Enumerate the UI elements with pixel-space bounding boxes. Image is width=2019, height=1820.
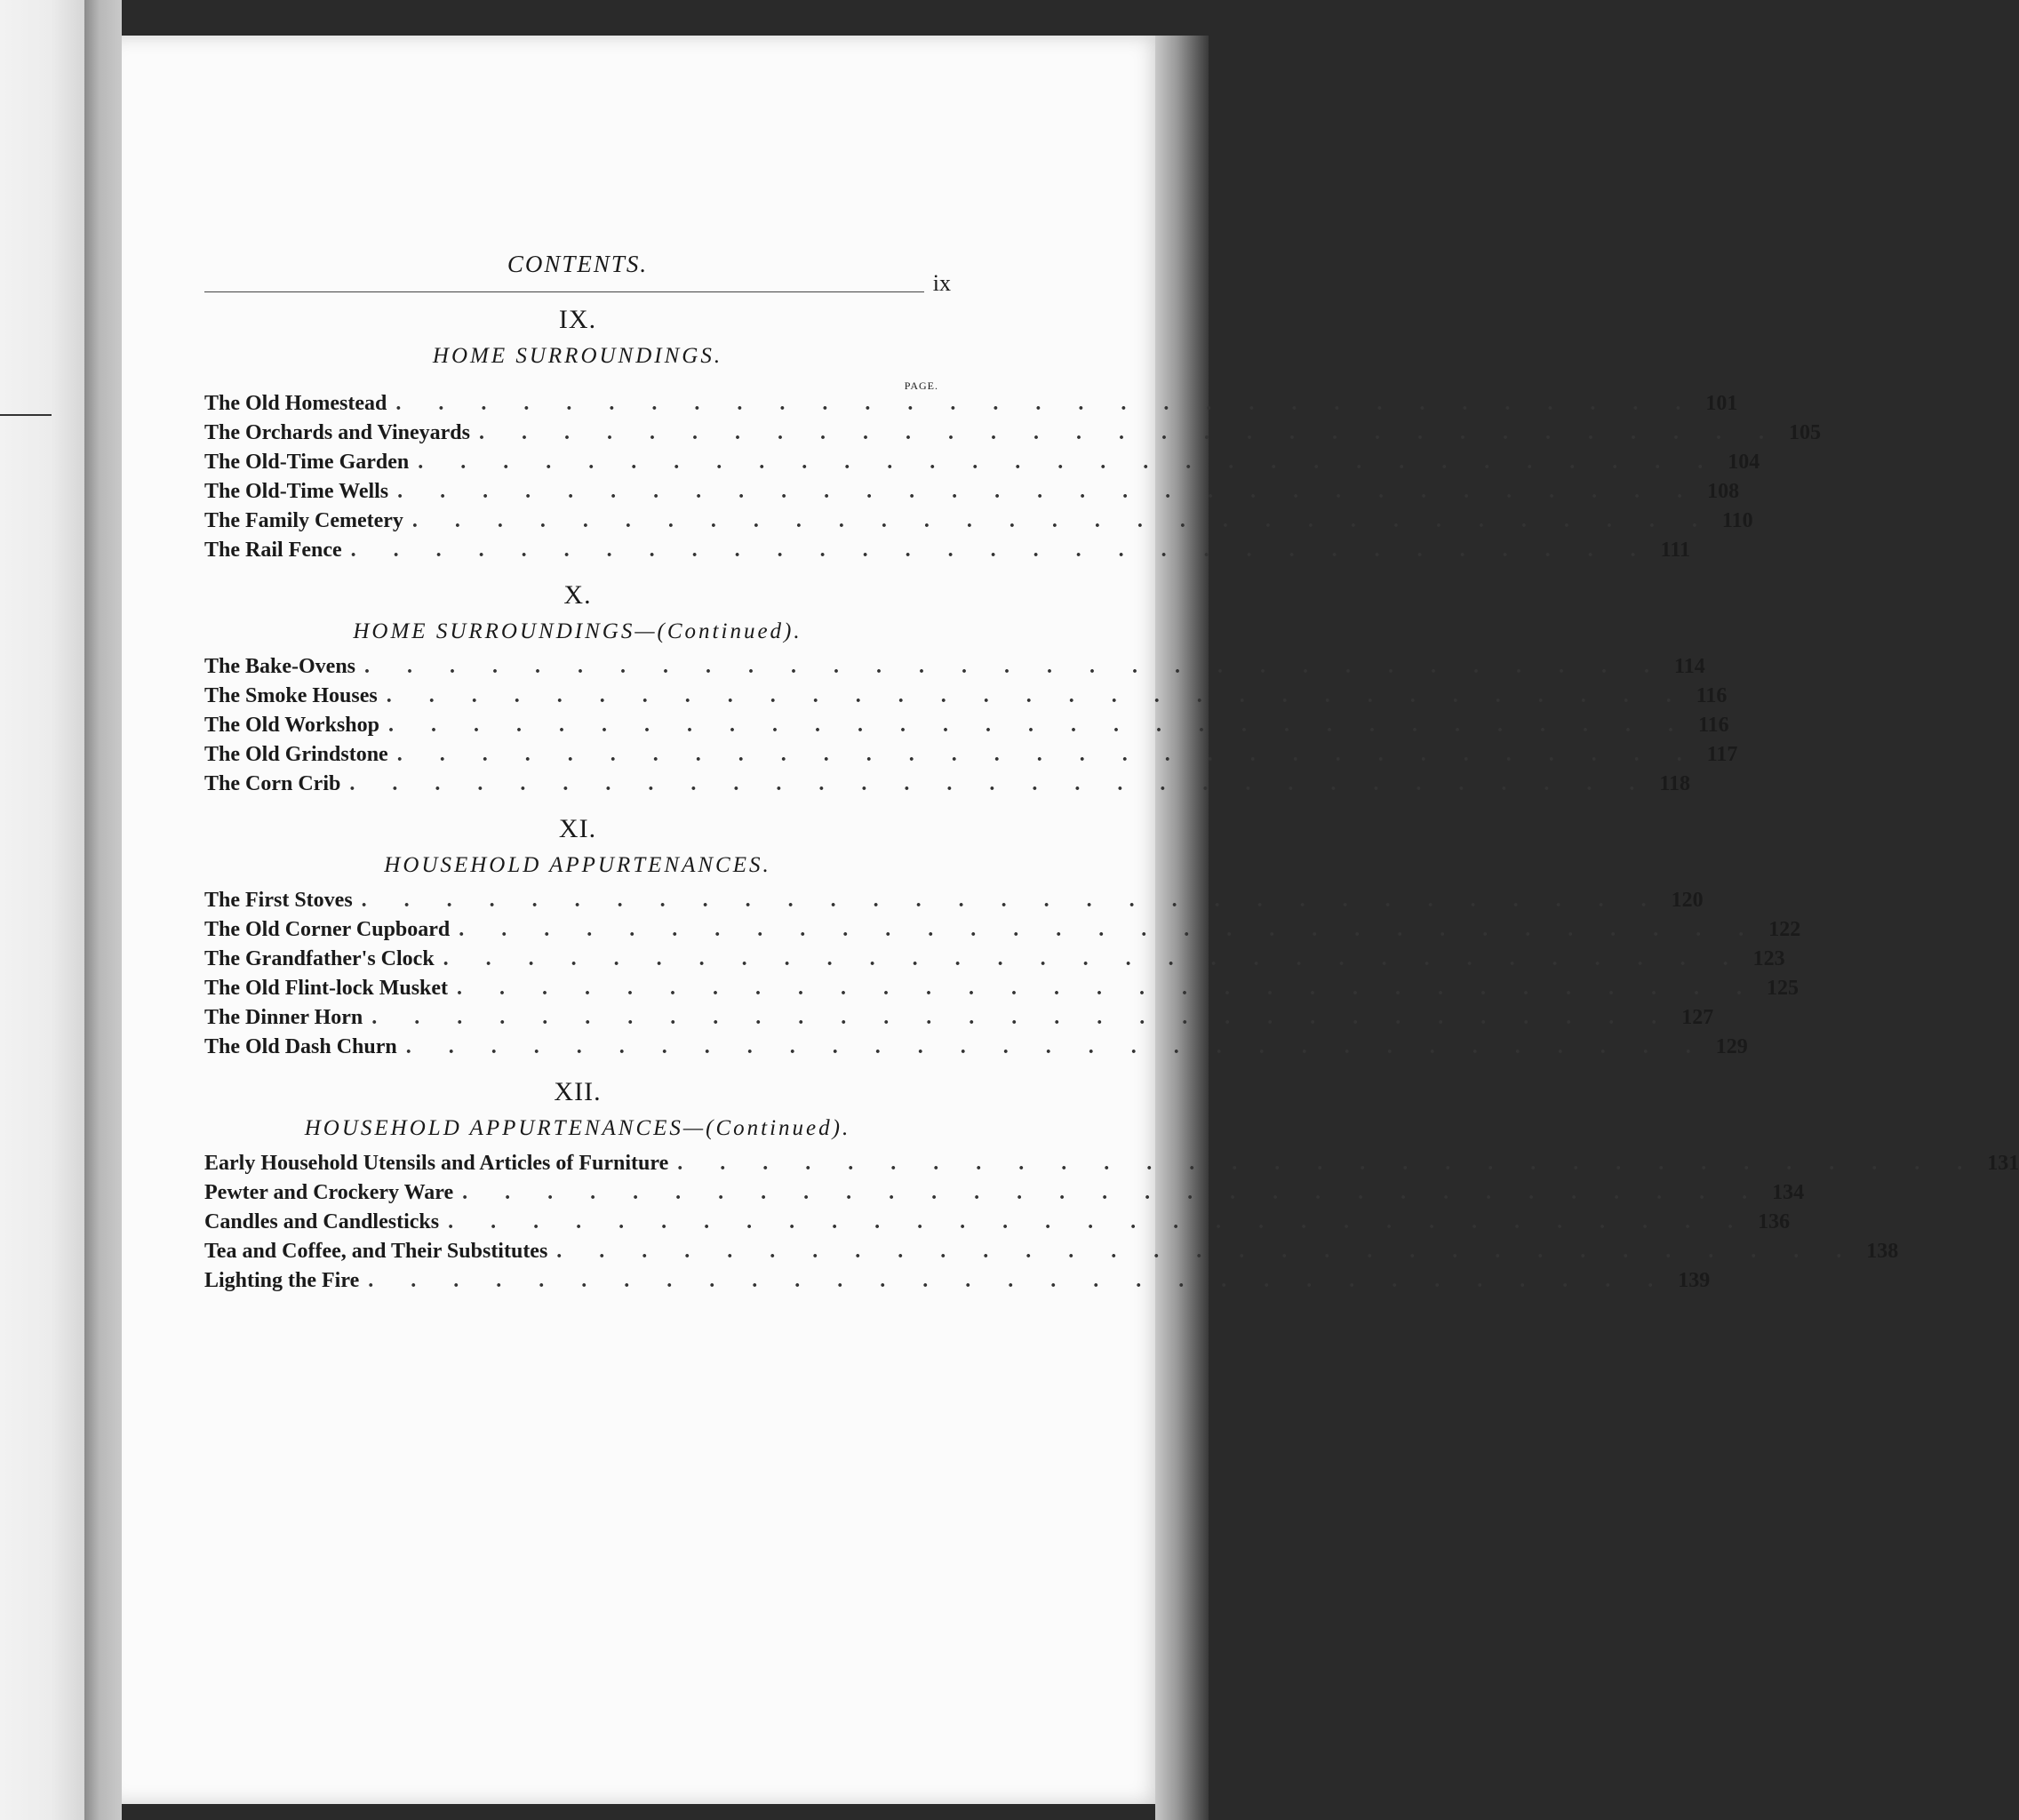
entry-page-number: 116	[1696, 684, 1728, 707]
entry-title: Pewter and Crockery Ware	[204, 1181, 454, 1204]
dot-leader: . . . . . . . . . . . . . . . . . . . . . . . . . . . . . . .	[448, 1210, 1750, 1233]
entry-title: The Smoke Houses	[204, 684, 378, 707]
section-heading: HOUSEHOLD APPURTENANCES—(Continued).	[304, 1116, 851, 1140]
dot-leader: . . . . . . . . . . . . . . . . . . . . . . . . . . . . . . .	[350, 539, 1652, 562]
contents-entry	[204, 1035, 1748, 1065]
contents-page	[204, 240, 2019, 1298]
book-gutter	[84, 0, 122, 1820]
entry-title: Lighting the Fire	[204, 1269, 360, 1292]
entry-title: The Old Dash Churn	[204, 1035, 397, 1058]
entry-title: Tea and Coffee, and Their Substitutes	[204, 1240, 548, 1263]
section-numeral: XI.	[558, 814, 597, 843]
dot-leader: . . . . . . . . . . . . . . . . . . . . . . . . . . . . . . .	[386, 684, 1688, 707]
dot-leader: . . . . . . . . . . . . . . . . . . . . . . . . . . . . . . .	[395, 392, 1697, 415]
dot-leader: . . . . . . . . . . . . . . . . . . . . . . . . . . . . . . .	[457, 977, 1759, 1000]
dot-leader: . . . . . . . . . . . . . . . . . . . . . . . . . . . . . . .	[349, 772, 1651, 795]
contents-entry	[204, 1210, 1791, 1240]
dot-leader: . . . . . . . . . . . . . . . . . . . . . . . . . . . . . . .	[405, 1035, 1707, 1058]
entry-page-number: 117	[1706, 743, 1738, 766]
entry-title: The Old Corner Cupboard	[204, 918, 451, 941]
dot-leader: . . . . . . . . . . . . . . . . . . . . . . . . . . . . . . .	[397, 480, 1699, 503]
entry-title: The Old Homestead	[204, 392, 387, 415]
contents-entry	[204, 1006, 1714, 1035]
dot-leader: . . . . . . . . . . . . . . . . . . . . . . . . . . . . . . .	[364, 655, 1666, 678]
facing-page-edge	[0, 0, 84, 1820]
dot-leader: . . . . . . . . . . . . . . . . . . . . . . . . . . . . . . .	[556, 1240, 1858, 1263]
dot-leader: . . . . . . . . . . . . . . . . . . . . . . . . . . . . . . .	[411, 509, 1713, 532]
dot-leader: . . . . . . . . . . . . . . . . . . . . . . . . . . . . . . .	[396, 743, 1698, 766]
entry-page-number: 110	[1721, 509, 1753, 532]
entry-page-number: 120	[1671, 889, 1704, 912]
contents-entry	[204, 918, 1801, 947]
entry-page-number: 104	[1728, 451, 1760, 474]
entry-page-number: 139	[1678, 1269, 1711, 1292]
header-rule	[204, 291, 924, 292]
entry-title: The Old Workshop	[204, 714, 379, 737]
entry-page-number: 108	[1707, 480, 1740, 503]
contents-sections	[204, 305, 2019, 1298]
section-numeral: IX.	[558, 305, 597, 334]
entry-page-number: 118	[1659, 772, 1691, 795]
entry-title: Early Household Utensils and Articles of Furniture	[204, 1152, 669, 1175]
entry-page-number: 138	[1866, 1240, 1899, 1263]
entry-title: The Bake-Ovens	[204, 655, 356, 678]
page-folio: ix	[932, 270, 951, 296]
entry-page-number: 131	[1987, 1152, 2019, 1175]
entry-page-number: 105	[1788, 421, 1821, 444]
page-column-label: PAGE.	[904, 379, 938, 392]
dot-leader: . . . . . . . . . . . . . . . . . . . . . . . . . . . . . . .	[371, 1006, 1673, 1029]
entry-title: The Rail Fence	[204, 539, 342, 562]
contents-entry	[204, 714, 1729, 743]
entry-title: The Family Cemetery	[204, 509, 403, 532]
section-heading: HOUSEHOLD APPURTENANCES.	[384, 853, 771, 877]
facing-page-mark	[0, 414, 52, 416]
entry-page-number: 136	[1758, 1210, 1791, 1233]
contents-entry	[204, 1269, 1711, 1298]
entry-page-number: 125	[1767, 977, 1800, 1000]
dot-leader: . . . . . . . . . . . . . . . . . . . . . . . . . . . . . . .	[368, 1269, 1670, 1292]
entry-page-number: 111	[1660, 539, 1690, 562]
dot-leader: . . . . . . . . . . . . . . . . . . . . . . . . . . . . . . .	[443, 947, 1744, 970]
dot-leader: . . . . . . . . . . . . . . . . . . . . . . . . . . . . . . .	[418, 451, 1720, 474]
entry-title: The Corn Crib	[204, 772, 341, 795]
contents-entry	[204, 421, 1821, 451]
entry-page-number: 116	[1697, 714, 1729, 737]
running-head-title: CONTENTS.	[507, 251, 649, 277]
contents-section	[204, 305, 1821, 568]
contents-section	[204, 580, 1738, 802]
contents-entry	[204, 1181, 1805, 1210]
section-heading: HOME SURROUNDINGS—(Continued).	[353, 619, 802, 643]
contents-entry	[204, 509, 1753, 539]
entry-title: The Dinner Horn	[204, 1006, 363, 1029]
section-numeral: XII.	[554, 1077, 602, 1106]
entry-title: The Old-Time Garden	[204, 451, 410, 474]
entry-title: The Old Flint-lock Musket	[204, 977, 449, 1000]
contents-entry	[204, 655, 1705, 684]
entry-page-number: 123	[1752, 947, 1785, 970]
contents-entry	[204, 889, 1704, 918]
contents-entry	[204, 684, 1728, 714]
running-head	[204, 240, 951, 296]
entry-title: The Old Grindstone	[204, 743, 388, 766]
contents-entry	[204, 1152, 2019, 1181]
section-numeral: X.	[563, 580, 592, 610]
contents-entry	[204, 392, 1738, 421]
contents-entry	[204, 1240, 1899, 1269]
entry-title: The First Stoves	[204, 889, 353, 912]
contents-entry	[204, 451, 1760, 480]
entry-title: The Orchards and Vineyards	[204, 421, 470, 444]
entry-title: The Old-Time Wells	[204, 480, 389, 503]
contents-entry	[204, 743, 1738, 772]
contents-section	[204, 1077, 2019, 1298]
contents-entry	[204, 539, 1690, 568]
entry-title: Candles and Candlesticks	[204, 1210, 440, 1233]
section-heading: HOME SURROUNDINGS.	[432, 344, 723, 368]
entry-page-number: 127	[1681, 1006, 1714, 1029]
entry-page-number: 101	[1705, 392, 1738, 415]
entry-page-number: 114	[1674, 655, 1705, 678]
contents-entry	[204, 772, 1691, 802]
contents-entry	[204, 977, 1800, 1006]
dot-leader: . . . . . . . . . . . . . . . . . . . . . . . . . . . . . . .	[677, 1152, 1979, 1175]
dot-leader: . . . . . . . . . . . . . . . . . . . . . . . . . . . . . . .	[462, 1181, 1764, 1204]
contents-entry	[204, 947, 1785, 977]
entry-title: The Grandfather's Clock	[204, 947, 435, 970]
entry-page-number: 122	[1768, 918, 1801, 941]
dot-leader: . . . . . . . . . . . . . . . . . . . . . . . . . . . . . . .	[387, 714, 1689, 737]
contents-section	[204, 814, 1801, 1065]
entry-page-number: 134	[1772, 1181, 1805, 1204]
contents-entry	[204, 480, 1740, 509]
dot-leader: . . . . . . . . . . . . . . . . . . . . . . . . . . . . . . .	[459, 918, 1760, 941]
dot-leader: . . . . . . . . . . . . . . . . . . . . . . . . . . . . . . .	[361, 889, 1663, 912]
dot-leader: . . . . . . . . . . . . . . . . . . . . . . . . . . . . . . .	[478, 421, 1780, 444]
entry-page-number: 129	[1715, 1035, 1748, 1058]
